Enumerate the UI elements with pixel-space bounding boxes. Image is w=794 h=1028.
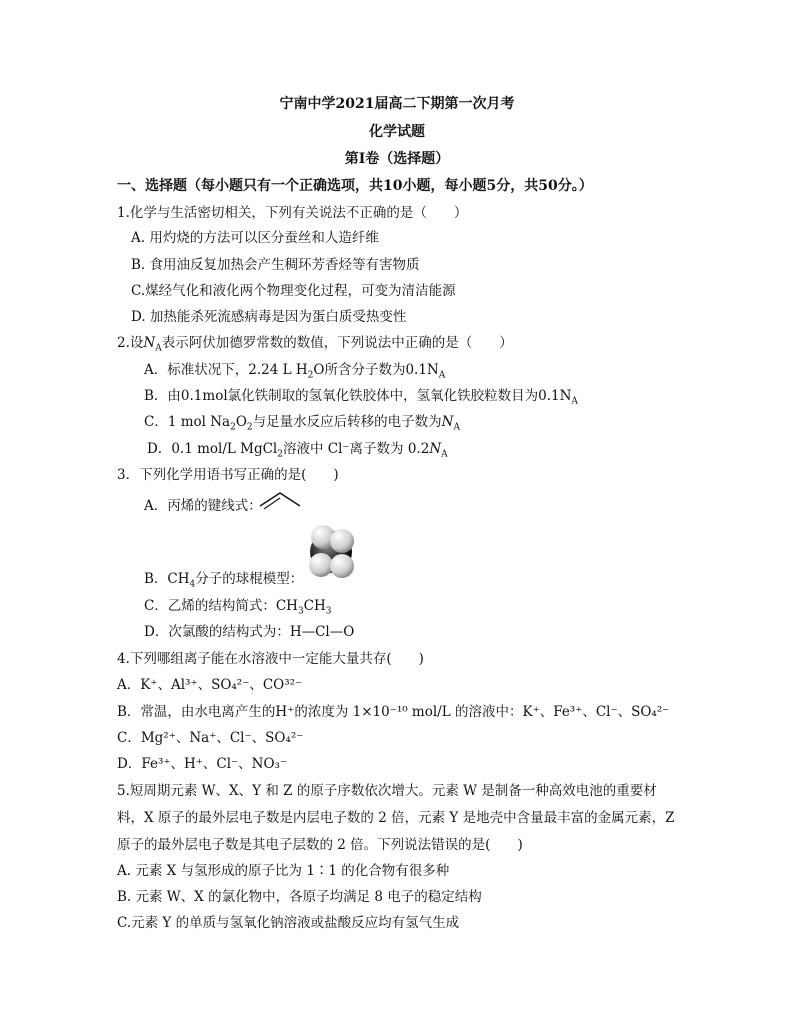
q4-option-c: C．Mg²⁺、Na⁺、Cl⁻、SO₄²⁻ [117, 730, 304, 746]
q2-option-b: B．由0.1mol氯化铁制取的氢氧化铁胶体中，氢氧化铁胶粒数目为$0.1N_A$ [144, 388, 578, 407]
q3-option-b: B．$CH_4$分子的球棍模型： [144, 571, 304, 590]
q3-option-c: C．乙烯的结构简式：$CH_3CH_3$ [144, 598, 332, 617]
q3-option-d: D．次氯酸的结构式为：H—Cl—O [144, 624, 355, 640]
section-heading: 一、选择题（每小题只有一个正确选项，共10小题，每小题5分，共50分。） [117, 178, 593, 194]
q3-stem: 3．下列化学用语书写正确的是( ) [117, 467, 339, 483]
methane-ball-model-icon [300, 521, 362, 583]
q4-stem: 4.下列哪组离子能在水溶液中一定能大量共存( ) [117, 651, 424, 667]
q1-option-d: D. 加热能杀死流感病毒是因为蛋白质受热变性 [131, 309, 407, 325]
q1-option-a: A. 用灼烧的方法可以区分蚕丝和人造纤维 [131, 230, 379, 246]
part-heading: 第Ⅰ卷（选择题） [344, 151, 450, 167]
q4-option-d: D．Fe³⁺、H⁺、Cl⁻、NO₃⁻ [117, 756, 288, 772]
q5-option-b: B. 元素 W、X 的氯化物中，各原子均满足 8 电子的稳定结构 [117, 889, 482, 905]
q1-stem: 1.化学与生活密切相关，下列有关说法不正确的是（ ） [117, 205, 468, 221]
q4-option-a: A．K⁺、Al³⁺、SO₄²⁻、CO³²⁻ [117, 677, 303, 693]
exam-title: 宁南中学2021届高二下期第一次月考 [279, 96, 515, 112]
q2-option-a: A．标准状况下，2.24 L $H_2O$所含分子数为$0.1N_A$ [144, 362, 446, 381]
q1-option-b: B. 食用油反复加热会产生稠环芳香烃等有害物质 [131, 257, 420, 273]
q5-stem-line-2: 料，X 原子的最外层电子数是内层电子数的 2 倍，元素 Y 是地壳中含量最丰富的金属元素，Z [117, 810, 675, 826]
propene-skeletal-formula-icon [258, 488, 302, 510]
q2-stem: 2.设$N_A$表示阿伏加德罗常数的数值，下列说法中正确的是（ ） [117, 335, 513, 354]
q3-option-a: A．丙烯的键线式： [144, 498, 262, 514]
q5-stem-line-1: 5.短周期元素 W、X、Y 和 Z 的原子序数依次增大。元素 W 是制备一种高效电池的重要材 [117, 783, 657, 799]
q2-option-c: C．1 mol $Na_2O_2$与足量水反应后转移的电子数为$N_A$ [144, 414, 460, 433]
q1-option-c: C.煤经气化和液化两个物理变化过程，可变为清洁能源 [131, 283, 456, 299]
q2-option-d: D．0.1 mol/L MgCl$_2$溶液中 Cl⁻离子数为 $0.2N_A$ [147, 441, 448, 460]
q5-stem-line-3: 原子的最外层电子数是其电子层数的 2 倍。下列说法错误的是( ) [117, 837, 523, 853]
exam-subtitle: 化学试题 [369, 124, 425, 140]
q5-option-c: C.元素 Y 的单质与氢氧化钠溶液或盐酸反应均有氢气生成 [117, 915, 460, 931]
q5-option-a: A. 元素 X 与氢形成的原子比为 1∶1 的化合物有很多种 [117, 863, 450, 879]
q4-option-b: B．常温，由水电离产生的H⁺的浓度为 1×10⁻¹⁰ mol/L 的溶液中：K⁺、Fe³⁺、Cl⁻、SO₄²⁻ [117, 704, 670, 720]
